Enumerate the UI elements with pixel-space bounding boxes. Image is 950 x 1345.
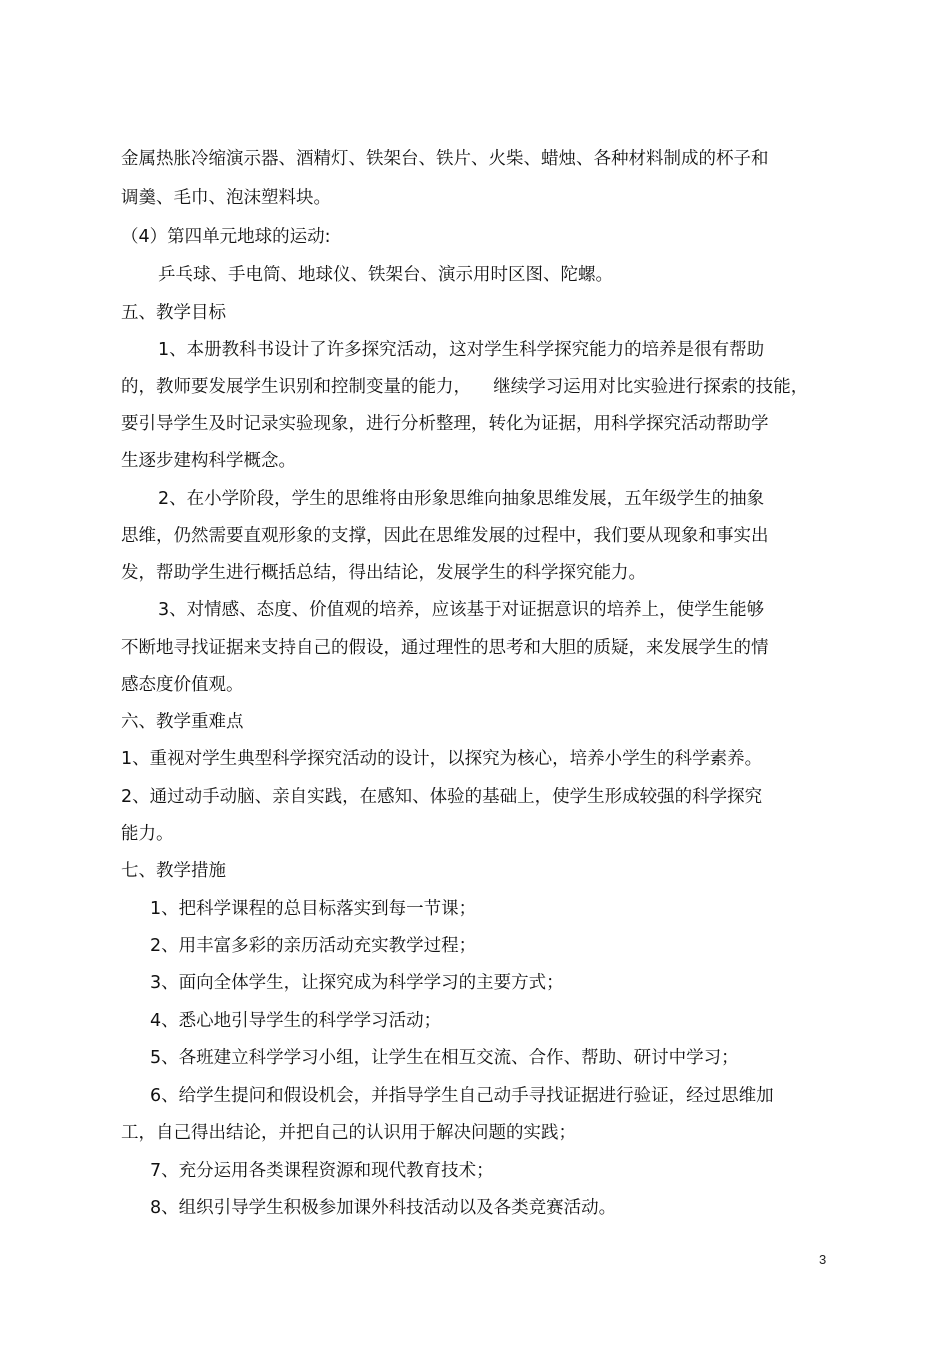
materials-unit3-line2: 调羹、毛巾、泡沫塑料块。 <box>121 188 331 208</box>
measures-item-5: 5、各班建立科学学习小组，让学生在相互交流、合作、帮助、研讨中学习； <box>150 1048 739 1068</box>
difficulties-item2-line2: 能力。 <box>121 824 174 844</box>
difficulties-item1: 1、重视对学生典型科学探究活动的设计，以探究为核心，培养小学生的科学素养。 <box>121 749 763 769</box>
materials-unit3-line1: 金属热胀冷缩演示器、酒精灯、铁架台、铁片、火柴、蜡烛、各种材料制成的杯子和 <box>121 149 769 169</box>
measures-item-2: 2、用丰富多彩的亲历活动充实教学过程； <box>150 936 477 956</box>
goals-p1-line4: 生逐步建构科学概念。 <box>121 451 296 471</box>
measures-item-4: 4、悉心地引导学生的科学学习活动； <box>150 1011 442 1031</box>
goals-p1-line1: 1、本册教科书设计了许多探究活动，这对学生科学探究能力的培养是很有帮助 <box>158 340 765 360</box>
goals-p1-line3: 要引导学生及时记录实验现象，进行分析整理，转化为证据，用科学探究活动帮助学 <box>121 414 769 434</box>
page-number: 3 <box>819 1252 827 1267</box>
measures-item-8: 8、组织引导学生积极参加课外科技活动以及各类竞赛活动。 <box>150 1198 617 1218</box>
measures-item-7: 7、充分运用各类课程资源和现代教育技术； <box>150 1161 494 1181</box>
measures-heading: 七、教学措施 <box>121 861 226 881</box>
goals-heading: 五、教学目标 <box>121 303 226 323</box>
materials-unit4-items: 乒乓球、手电筒、地球仪、铁架台、演示用时区图、陀螺。 <box>158 265 613 285</box>
difficulties-heading: 六、教学重难点 <box>121 712 244 732</box>
goals-p1-line2: 的，教师要发展学生识别和控制变量的能力， 继续学习运用对比实验进行探索的技能， <box>121 377 809 397</box>
goals-p3-line2: 不断地寻找证据来支持自己的假设，通过理性的思考和大胆的质疑，来发展学生的情 <box>121 638 769 658</box>
measures-item-1: 1、把科学课程的总目标落实到每一节课； <box>150 899 477 919</box>
measures-item-6-cont: 工，自己得出结论，并把自己的认识用于解决问题的实践； <box>121 1123 576 1143</box>
measures-item-6: 6、给学生提问和假设机会，并指导学生自己动手寻找证据进行验证，经过思维加 <box>150 1086 774 1106</box>
goals-p3-line3: 感态度价值观。 <box>121 675 244 695</box>
goals-p3-line1: 3、对情感、态度、价值观的培养，应该基于对证据意识的培养上，使学生能够 <box>158 600 765 620</box>
difficulties-item2-line1: 2、通过动手动脑、亲自实践，在感知、体验的基础上，使学生形成较强的科学探究 <box>121 787 763 807</box>
goals-p2-line3: 发，帮助学生进行概括总结，得出结论，发展学生的科学探究能力。 <box>121 563 646 583</box>
measures-item-3: 3、面向全体学生，让探究成为科学学习的主要方式； <box>150 973 564 993</box>
goals-p2-line2: 思维，仍然需要直观形象的支撑，因此在思维发展的过程中，我们要从现象和事实出 <box>121 526 769 546</box>
goals-p2-line1: 2、在小学阶段，学生的思维将由形象思维向抽象思维发展，五年级学生的抽象 <box>158 489 765 509</box>
materials-unit4-heading: （4）第四单元地球的运动: <box>121 227 331 247</box>
